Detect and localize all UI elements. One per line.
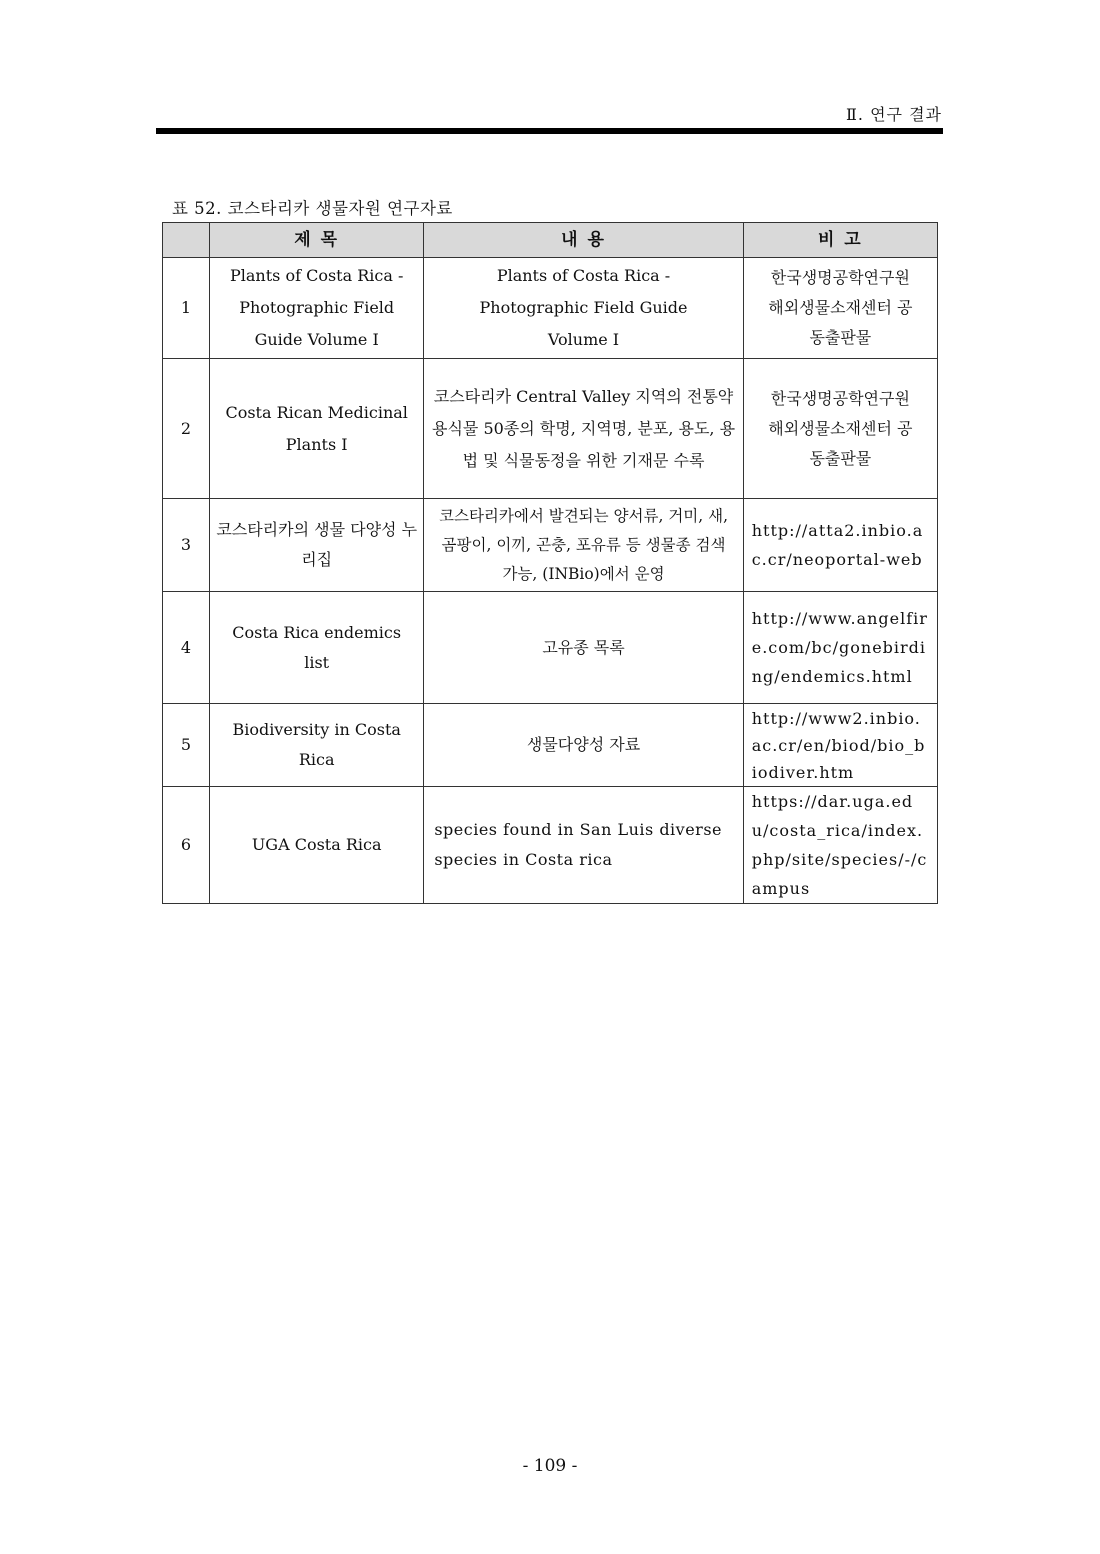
row-note: 한국생명공학연구원 해외생물소재센터 공동출판물 [743,258,937,359]
column-header-content: 내 용 [424,223,743,258]
table-row [163,592,938,704]
row-title: Biodiversity in Costa Rica [210,704,424,787]
row-note-url[interactable]: https://dar.uga.edu/costa_rica/index.php/site/species/-/campus [743,787,937,904]
table-caption: 표 52. 코스타리카 생물자원 연구자료 [172,199,453,218]
row-title: UGA Costa Rica [210,787,424,904]
running-head: Ⅱ. 연구 결과 [846,105,942,124]
row-content: 고유종 목록 [424,592,743,704]
table-row [163,499,938,592]
row-content: 코스타리카에서 발견되는 양서류, 거미, 새, 곰팡이, 이끼, 곤충, 포유류 등 생물종 검색 가능, (INBio)에서 운영 [424,499,743,592]
row-content: Plants of Costa Rica - Photographic Field Guide Volume I [424,258,743,359]
row-note-url[interactable]: http://www2.inbio.ac.cr/en/biod/bio_biodiver.htm [743,704,937,787]
row-number: 2 [163,359,210,499]
row-number: 3 [163,499,210,592]
table-row [163,704,938,787]
column-header-note: 비 고 [743,223,937,258]
table-row [163,787,938,904]
row-number: 1 [163,258,210,359]
page-number: - 109 - [522,1456,578,1476]
row-number: 5 [163,704,210,787]
row-title: Costa Rican Medicinal Plants I [210,359,424,499]
table-header-row [163,223,938,258]
row-note: 한국생명공학연구원 해외생물소재센터 공동출판물 [743,359,937,499]
row-title: 코스타리카의 생물 다양성 누리집 [210,499,424,592]
row-number: 4 [163,592,210,704]
row-content: 생물다양성 자료 [424,704,743,787]
row-content: species found in San Luis diverse species in Costa rica [424,787,743,904]
table-row [163,258,938,359]
row-title: Plants of Costa Rica - Photographic Field Guide Volume I [210,258,424,359]
row-title: Costa Rica endemics list [210,592,424,704]
row-content: 코스타리카 Central Valley 지역의 전통약용식물 50종의 학명, 지역명, 분포, 용도, 용법 및 식물동정을 위한 기재문 수록 [424,359,743,499]
row-number: 6 [163,787,210,904]
row-note-url[interactable]: http://atta2.inbio.ac.cr/neoportal-web [743,499,937,592]
data-table [162,222,938,904]
table-row [163,359,938,499]
row-note-url[interactable]: http://www.angelfire.com/bc/gonebirding/endemics.html [743,592,937,704]
header-rule [156,128,943,134]
column-header-title: 제 목 [210,223,424,258]
column-header-no [163,223,210,258]
